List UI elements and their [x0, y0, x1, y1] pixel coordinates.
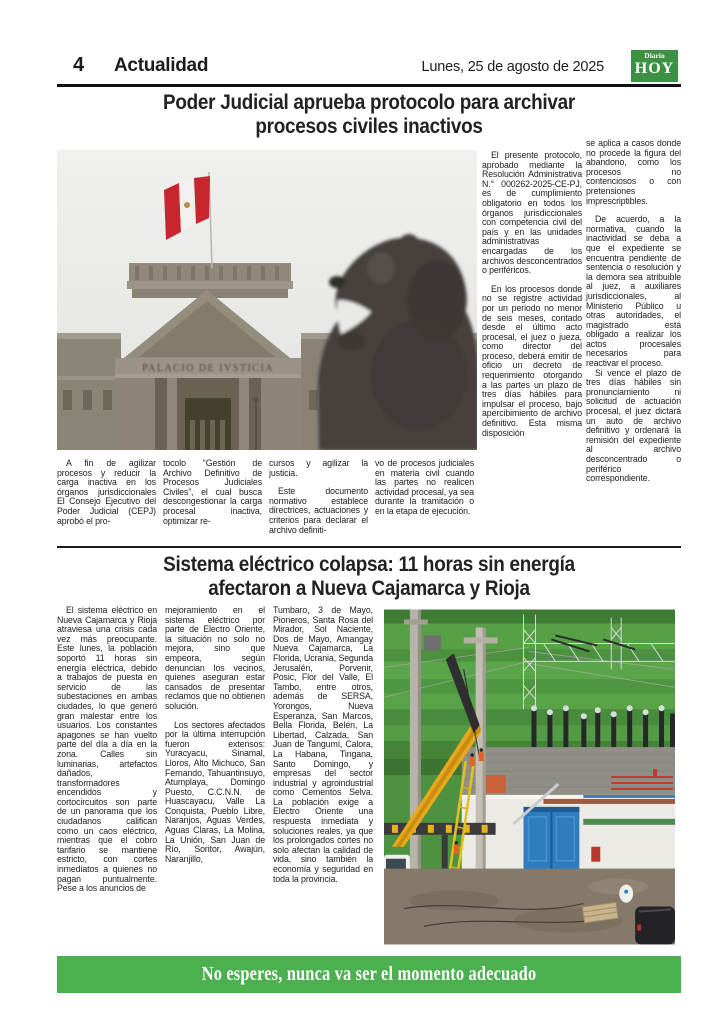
article1-column-bottom-1 [57, 459, 156, 543]
blue-gate [524, 807, 580, 871]
logo-diario-text: Diario [644, 51, 665, 60]
headline-line: afectaron a Nueva Cajamarca y Rioja [208, 577, 530, 600]
article-divider-rule [57, 546, 681, 548]
paragraph: tocolo “Gestión de Archivo Definitivo de Procesos Judiciales Civiles”, el cual busca descongestionar la carga procesal inactiva, optimizar re- [163, 459, 262, 526]
issue-date: Lunes, 25 de agosto de 2025 [421, 59, 604, 75]
paragraph: Los sectores afectados por la última interrupción fueron extensos: Yuracyacu, Sinamal, Lloros, Alto Michuco, San Fernando, Tahuantinsuyo, Atumplaya, Domingo Puesto, C.C.N.N. de Huascayacu, Valle La Conquista, Pueblo Libre, Naranjos, Aguas Verdes, Aguas Claras, La Molina, La Unión, San Juan de Río, Soritor, Awajún, Naranjillo, [165, 719, 265, 864]
paragraph: Si vence el plazo de tres días hábiles sin pronunciamiento ni solicitud de actuación procesal, el juez dictará un auto de archivo definitivo y ordenará la remisión del expediente al archivo desconcentrado o periférico correspondiente. [586, 367, 681, 484]
paragraph: mejoramiento en el sistema eléctrico por parte de Electro Oriente, la situación no solo no mejora, sino que empeora, según denuncian los vecinos, quienes aseguran estar cansados de presentar reclamos que no obtienen solución. [165, 606, 265, 711]
paragraph: Tumbaro, 3 de Mayo, Pioneros, Santa Rosa del Mirador, Sol Naciente, Dos de Mayo, Amangay Nueva Cajamarca, La Florida, Ucrania, Segunda Jerusalén, Porvenir, Posic, Flor del Valle, El Tambo, entre otros, además de SERSA, Yorongos, Nueva Esperanza, San Marcos, Bella Florida, Belén, La Libertad, Calzada, San Juan de Tangumí, Calora, La Habana, Tingana, Santo Domingo, y empresas del sector industrial y agroindustrial como Cementos Selva. La población exige a Electro Oriente una respuesta inmediata y soluciones reales, ya que los prolongados cortes no solo afectan la calidad de vida, sino también la economía y seguridad en toda la provincia. [273, 606, 373, 884]
paragraph: se aplica a casos donde no procede la figura del abandono, como los procesos no contenciosos o con pretensiones imprescriptibles. [586, 139, 681, 206]
section-title: Actualidad [114, 55, 209, 76]
article1-headline [57, 91, 681, 139]
headline-line: Sistema eléctrico colapsa: 11 horas sin energía [163, 553, 575, 576]
article1-column-right-1 [482, 151, 582, 547]
logo-hoy-text: HOY [634, 60, 675, 77]
justice-palace-photo [57, 150, 477, 450]
article1-column-bottom-4 [375, 459, 474, 543]
header-rule [57, 84, 681, 87]
article1-column-bottom-2 [163, 459, 262, 543]
substation-photo [384, 609, 675, 945]
newspaper-logo [631, 50, 678, 82]
paragraph: De acuerdo, a la normativa, cuando la inactividad se deba a que el expediente se encuentra pendiente de sentencia o resolución y la demora sea atribuible al juez, a auxiliares jurisdiccionales, al Ministerio Público u otras autoridades, el magistrado está obligado a realizar los actos procesales necesarios para reactivar el proceso. [586, 214, 681, 369]
parked-car [635, 907, 675, 945]
article2-column-3 [273, 606, 373, 956]
headline-line: Poder Judicial aprueba protocolo para archivar [163, 91, 575, 114]
article2-column-2 [165, 606, 265, 956]
article1-column-right-2 [586, 139, 681, 547]
headline-line: procesos civiles inactivos [255, 115, 483, 138]
paragraph: El sistema eléctrico en Nueva Cajamarca y Rioja atraviesa una crisis cada vez más preocupante. Este lunes, la población soportó 11 horas sin energía eléctrica, debido a trabajos de puesta en servicio de las subestaciones en ambas ciudades, lo que generó gran malestar entre los usuarios. Los constantes apagones se han vuelto parte del día a día en la zona. Calles sin luminarias, artefactos dañados, transformadores encendidos y cortocircuitos son parte de un panorama que los ciudadanos califican como un caos eléctrico, mientras que el cobro tarifario se mantiene estricto, con cortes inmediatos a quienes no pagan puntualmente. Pese a los anuncios de [57, 606, 157, 894]
page-number: 4 [73, 54, 85, 76]
paragraph: cursos y agilizar la justicia. [269, 459, 368, 478]
article1-column-bottom-3 [269, 459, 368, 543]
article2-column-1 [57, 606, 157, 956]
paragraph: El presente protocolo, aprobado mediante la Resolución Administrativa N.° 000262-2025-CE-PJ, es de cumplimiento obligatorio en todos los órganos jurisdiccionales con competencia civil del país y en las unidades administrativas encargadas de los archivos desconcentrados o periféricos. [482, 151, 582, 276]
paragraph: Este documento normativo establece directrices, actuaciones y criterios para declarar el archivo definiti- [269, 486, 368, 535]
palace-inscription: PALACIO DE IVSTICIA [141, 363, 275, 374]
banner-text: No esperes, nunca va ser el momento adecuado [201, 963, 537, 985]
paragraph: A fin de agilizar procesos y reducir la carga inactiva en los órganos jurisdiccionales El Consejo Ejecutivo del Poder Judicial (CEPJ) aprobó el pro- [57, 459, 156, 526]
dirt-yard [384, 869, 675, 945]
paragraph: En los procesos donde no se registre actividad por un periodo no menor de seis meses, contado desde el último acto procesal, el juez o jueza, como director del proceso, deberá emitir de oficio un decreto de requerimiento otorgando a las partes un plazo de tres días hábiles para impulsar el proceso, bajo apercibimiento de archivo definitivo. Esta misma disposición [482, 283, 582, 438]
article2-headline [57, 553, 681, 601]
paragraph: vo de procesos judiciales en materia civil cuando las partes no realicen actividad procesal, ya sea durante la tramitación o en la etapa de ejecución. [375, 459, 474, 516]
bottom-banner [57, 956, 681, 993]
